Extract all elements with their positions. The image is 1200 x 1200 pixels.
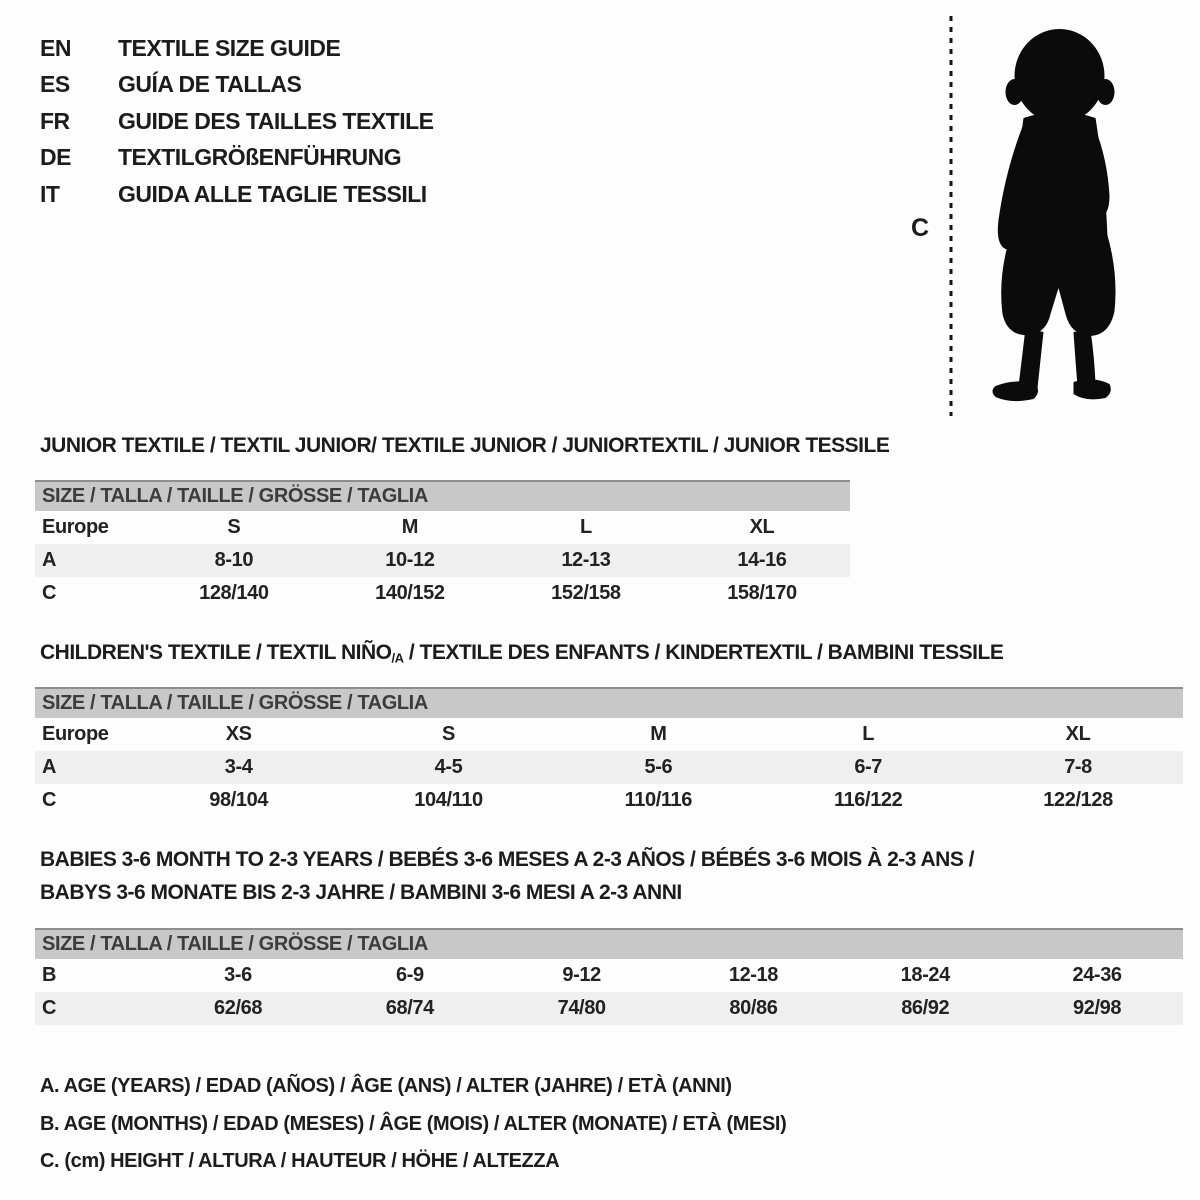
size-cell: 12-13 (498, 544, 674, 577)
size-cell: L (862, 723, 875, 745)
children-title-rest: / TEXTILE DES ENFANTS / KINDERTEXTIL / BAMBINI TESSILE (403, 641, 1004, 664)
section-title-children (40, 641, 1003, 665)
size-cell: 104/110 (414, 789, 483, 811)
language-row-it (40, 176, 434, 213)
size-cell: 24-36 (1072, 964, 1122, 986)
measure-label-c: C (911, 214, 930, 242)
section-title-junior: JUNIOR TEXTILE / TEXTIL JUNIOR/ TEXTILE JUNIOR / JUNIORTEXTIL / JUNIOR TESSILE (40, 434, 890, 457)
table-header-row (35, 929, 1183, 959)
size-header-label: SIZE / TALLA / TAILLE / GRÖSSE / TAGLIA (35, 481, 850, 511)
size-cell: 3-6 (224, 964, 252, 986)
size-cell: 10-12 (322, 544, 498, 577)
measure-legend (40, 1068, 786, 1181)
size-header-label: SIZE / TALLA / TAILLE / GRÖSSE / TAGLIA (35, 688, 1183, 718)
legend-line-c: C. (cm) HEIGHT / ALTURA / HAUTEUR / HÖHE / ALTEZZA (40, 1150, 560, 1173)
size-cell: 12-18 (728, 964, 778, 986)
language-title: GUIDE DES TAILLES TEXTILE (118, 107, 434, 134)
size-cell: 68/74 (324, 992, 496, 1025)
size-header-label: SIZE / TALLA / TAILLE / GRÖSSE / TAGLIA (35, 929, 1183, 959)
language-row-es (40, 67, 434, 104)
size-table-children (35, 687, 1183, 817)
size-table-junior (35, 480, 850, 610)
row-label: A (35, 544, 146, 577)
size-cell: XS (225, 723, 252, 745)
table-row-europe (35, 511, 850, 544)
row-label: C (42, 789, 57, 811)
language-row-en (40, 30, 434, 67)
size-cell: 152/158 (551, 582, 621, 604)
size-cell: 116/122 (833, 789, 903, 811)
size-cell: S (442, 723, 455, 745)
size-cell: 98/104 (209, 789, 269, 811)
language-title: GUÍA DE TALLAS (118, 71, 302, 98)
size-cell: 62/68 (152, 992, 324, 1025)
table-header-row (35, 481, 850, 511)
legend-line-b: B. AGE (MONTHS) / EDAD (MESES) / ÂGE (MOIS) / ALTER (MONATE) / ETÀ (MESI) (40, 1112, 787, 1135)
size-cell: 80/86 (668, 992, 840, 1025)
table-row-months (35, 959, 1183, 992)
table-row-height (35, 784, 1183, 817)
row-label: B (42, 964, 57, 986)
size-cell: M (650, 723, 667, 745)
table-row-age (35, 544, 850, 577)
size-cell: 140/152 (375, 582, 445, 604)
section-title-babies-line2: BABYS 3-6 MONATE BIS 2-3 JAHRE / BAMBINI 3-6 MESI A 2-3 ANNI (40, 881, 682, 904)
language-code: FR (40, 107, 70, 134)
size-cell: 3-4 (134, 751, 344, 784)
row-label: Europe (42, 516, 109, 538)
table-row-age (35, 751, 1183, 784)
size-cell: 110/116 (624, 789, 692, 811)
row-label: Europe (42, 723, 109, 745)
size-cell: 86/92 (839, 992, 1011, 1025)
row-label: C (42, 582, 57, 604)
height-measure-figure (905, 12, 1165, 424)
row-label: A (35, 751, 134, 784)
size-cell: 18-24 (900, 964, 950, 986)
size-cell: S (227, 516, 241, 538)
size-cell: XL (1065, 723, 1091, 745)
language-code: ES (40, 71, 70, 98)
size-cell: L (579, 516, 592, 538)
language-row-de (40, 140, 434, 177)
size-cell: M (401, 516, 418, 538)
language-row-fr (40, 103, 434, 140)
size-cell: 74/80 (496, 992, 668, 1025)
legend-line-a: A. AGE (YEARS) / EDAD (AÑOS) / ÂGE (ANS) / ALTER (JAHRE) / ETÀ (ANNI) (40, 1075, 732, 1098)
table-row-europe (35, 718, 1183, 751)
children-title-main: CHILDREN'S TEXTILE / TEXTIL NIÑO (40, 641, 392, 664)
children-title-subscript: /A (391, 650, 404, 666)
language-title-list (40, 30, 434, 213)
language-title: TEXTILE SIZE GUIDE (118, 34, 341, 61)
height-dashed-line (947, 16, 955, 416)
toddler-silhouette-icon (965, 20, 1150, 420)
row-label: C (35, 992, 152, 1025)
size-table-babies (35, 928, 1183, 1025)
size-cell: XL (749, 516, 775, 538)
size-cell: 158/170 (727, 582, 797, 604)
size-cell: 8-10 (146, 544, 322, 577)
language-title: TEXTILGRÖßENFÜHRUNG (118, 144, 402, 171)
table-row-height (35, 577, 850, 610)
size-cell: 122/128 (1043, 789, 1113, 811)
size-cell: 6-7 (763, 751, 973, 784)
language-code: EN (40, 34, 71, 61)
size-cell: 14-16 (674, 544, 850, 577)
language-title: GUIDA ALLE TAGLIE TESSILI (118, 180, 427, 207)
table-row-height (35, 992, 1183, 1025)
table-header-row (35, 688, 1183, 718)
size-cell: 7-8 (973, 751, 1183, 784)
size-cell: 92/98 (1011, 992, 1183, 1025)
section-title-babies-line1: BABIES 3-6 MONTH TO 2-3 YEARS / BEBÉS 3-6 MESES A 2-3 AÑOS / BÉBÉS 3-6 MOIS À 2-3 ANS / (40, 848, 975, 871)
size-cell: 128/140 (199, 582, 269, 604)
size-cell: 6-9 (395, 964, 424, 986)
language-code: IT (40, 180, 60, 207)
size-cell: 5-6 (553, 751, 763, 784)
size-cell: 4-5 (344, 751, 554, 784)
language-code: DE (40, 144, 71, 171)
size-cell: 9-12 (562, 964, 601, 986)
